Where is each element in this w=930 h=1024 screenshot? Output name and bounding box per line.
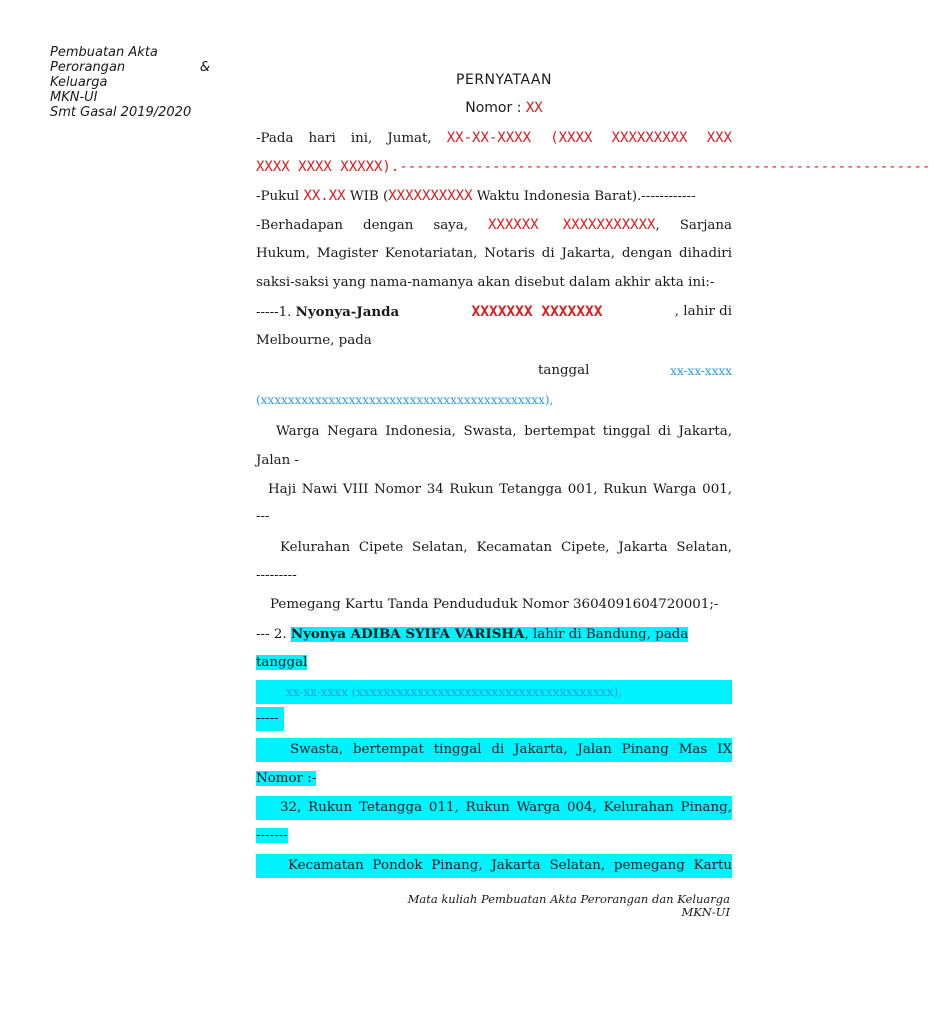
paragraph-line: Pemegang Kartu Tanda Pendududuk Nomor 3604091604720001;- <box>270 597 719 612</box>
person-title: Nyonya-Janda <box>295 304 400 320</box>
side-note-line <box>50 60 210 75</box>
placeholder-date-words: XXXX XXXX XXXXX) <box>256 159 391 175</box>
paragraph-line <box>256 767 732 791</box>
text: , lahir di <box>674 304 732 319</box>
dash-fill: .--------------------------------------------------------------- <box>390 159 930 175</box>
paragraph-line: Warga Negara Indonesia, Swasta, bertempat tinggal di Jakarta, <box>276 424 732 439</box>
placeholder-date: XX-XX-XXXX (XXXX XXXXXXXXX XXX <box>446 130 732 146</box>
number-label: Nomor : <box>465 100 526 116</box>
paragraph-line <box>256 155 930 179</box>
text: -Pada hari ini, Jumat, <box>256 131 447 146</box>
paragraph-line <box>256 622 732 646</box>
person-name: Nyonya ADIBA SYIFA VARISHA <box>290 626 525 642</box>
paragraph-line <box>256 184 732 208</box>
text: -Pukul <box>256 189 304 204</box>
paragraph-line: Melbourne, pada <box>256 333 372 348</box>
page-footer <box>370 893 730 919</box>
text: Nomor :- <box>256 771 317 786</box>
paragraph-line: (xxxxxxxxxxxxxxxxxxxxxxxxxxxxxxxxxxxxxxxxxx), <box>256 393 554 407</box>
paragraph-line <box>256 126 732 150</box>
paragraph-line <box>256 651 732 675</box>
document-title: PERNYATAAN <box>456 72 552 88</box>
placeholder-time: XX.XX <box>303 188 346 204</box>
paragraph-line: --------- <box>256 568 297 583</box>
side-note-line: Keluarga <box>50 75 108 90</box>
footer-line: MKN-UI <box>681 905 730 919</box>
text: -----1. <box>256 305 296 320</box>
footer-line: Mata kuliah Pembuatan Akta Perorangan dan Keluarga <box>407 892 730 906</box>
paragraph-line: Jalan - <box>256 453 300 468</box>
paragraph-line: 32, Rukun Tetangga 011, Rukun Warga 004, Kelurahan Pinang, <box>256 796 732 820</box>
side-note-text: Perorangan <box>50 60 126 75</box>
paragraph-line <box>256 707 732 731</box>
text: , lahir di Bandung, pada <box>524 627 689 642</box>
text: --- 2. <box>256 627 291 642</box>
text: , Sarjana <box>655 218 733 233</box>
text: tanggal <box>256 655 308 670</box>
dash-fill: ------- <box>256 828 288 843</box>
paragraph-line: xx-xx-xxxx (xxxxxxxxxxxxxxxxxxxxxxxxxxxxxxxxxxxxxx), <box>256 680 732 704</box>
paragraph-line: --- <box>256 509 270 524</box>
paragraph-line <box>256 824 732 848</box>
side-note-line: Smt Gasal 2019/2020 <box>50 105 192 120</box>
paragraph-line <box>256 359 732 383</box>
paragraph-line: Hukum, Magister Kenotariatan, Notaris di Jakarta, dengan dihadiri <box>256 246 732 261</box>
placeholder-birthdate: xx-xx-xxxx <box>670 364 732 378</box>
placeholder-time-words: XXXXXXXXXX <box>388 188 473 204</box>
side-note-line: MKN-UI <box>50 90 98 105</box>
side-note <box>50 45 210 120</box>
text-group <box>256 300 399 324</box>
paragraph-line: Kelurahan Cipete Selatan, Kecamatan Cipete, Jakarta Selatan, <box>280 540 732 555</box>
number-value: XX <box>525 100 543 116</box>
placeholder-name: XXXXXXX XXXXXXX <box>471 304 603 320</box>
side-note-line: Pembuatan Akta <box>50 45 158 60</box>
paragraph-line: Swasta, bertempat tinggal di Jakarta, Jalan Pinang Mas IX <box>256 738 732 762</box>
text: tanggal <box>538 363 590 378</box>
document-number <box>256 100 752 116</box>
paragraph-line: Haji Nawi VIII Nomor 34 Rukun Tetangga 001, Rukun Warga 001, <box>268 482 732 497</box>
paragraph-line <box>256 213 732 237</box>
text: Waktu Indonesia Barat).------------ <box>472 189 696 204</box>
dash-fill: ----- <box>256 707 284 731</box>
text: WIB ( <box>345 189 389 204</box>
paragraph-line <box>256 300 732 324</box>
paragraph-line: saksi-saksi yang nama-namanya akan disebut dalam akhir akta ini:- <box>256 275 715 290</box>
side-note-text: & <box>199 60 210 75</box>
placeholder-notary: XXXXXX XXXXXXXXXXX <box>487 217 656 233</box>
highlighted-run <box>291 627 688 642</box>
text: -Berhadapan dengan saya, <box>256 218 488 233</box>
paragraph-line: Kecamatan Pondok Pinang, Jakarta Selatan, pemegang Kartu <box>256 854 732 878</box>
